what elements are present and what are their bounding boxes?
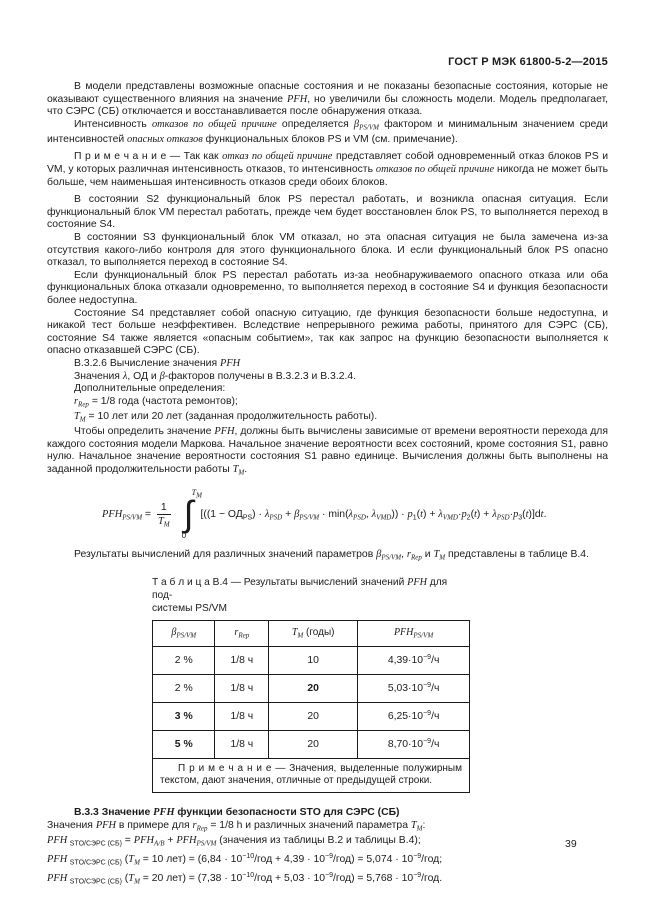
table-cell: $4,39\cdot 10^{-9}/ч$ [358,646,470,674]
table-cell: 1/8 ч [215,702,269,730]
formula-fraction [154,502,174,529]
table-b4-section [152,576,470,793]
table-b4-caption: Т а б л и ц а В.4 — Результаты вычислений значений PFH для под- системы PS/VM [152,576,448,614]
note-common-cause: П р и м е ч а н и е — Так как отказ по общей причине представляет собой одновременный отказ блоков PS и VM, у которых различная интенсивность отказов, то интенсивность отказов по общей причине никогда не может быть больше, чем наименьшая интенсивность отказов среди обоих блоков. [47,151,608,188]
paragraph-ps-failure: Если функциональный блок PS перестал работать из-за необнаруживаемого опасного отказа или оба функциональных блока отказали одновременно, то выполняется переход в состояние S4 и функция безопасности более недоступна. [47,269,608,306]
heading-b326: В.3.2.6 Вычисление значения PFH [74,357,241,369]
table-cell: 2 % [153,674,215,702]
paragraph-state-s4: Состояние S4 представляет собой опасную ситуацию, где функция безопасности больше недоступна, и никакой тест больше неэффективен. Вследствие непрерывного режима работы, принятого для СЭРС (СБ), состояние S4 также является «опасным событием», так как запрос на функцию безопасности выполняется к опасно отказавшей СЭРС (СБ). [47,307,608,357]
table-cell: 2 % [153,646,215,674]
paragraph-results: Результаты вычислений для различных значений параметров $\beta_{PS/VM}$, $r_{Rep}$ и $T_M$ представлены в таблице В.4. [74,548,589,562]
table-cell: 1/8 ч [215,646,269,674]
table-header-row [153,620,470,646]
table-cell: 20 [269,702,358,730]
table-header-pfh: $PFH_{PS/VM}$ [358,620,470,646]
paragraph-markov-model: Чтобы определить значение PFH, должны быть вычислены зависимые от времени вероятности перехода для каждого состояния модели Маркова. Начальное значение вероятности всех состояний, кроме состояния S1, равно нулю. Начальное значение вероятности состояния S1 равно единице. Вычисления должны быть выполнены на заданной продолжительности работы $T_M$. [47,425,608,477]
table-b4 [152,620,470,793]
table-cell: $8,70\cdot 10^{-9}/ч$ [358,730,470,758]
table-row [153,702,470,730]
table-cell: 20 [269,674,358,702]
table-header-beta: $\beta_{PS/VM}$ [153,620,215,646]
table-row [153,730,470,758]
table-cell: 1/8 ч [215,674,269,702]
formula-rhs: [($(1 - ОД_{PS}) \cdot \lambda_{PSD} + \beta_{PS/VM} \cdot \min(\lambda_{PSD}$, $\lambda_{VMD})) \cdot p_1(t) + \lambda_{VMD}\cdot p_2(t) + \lambda_{PSD}\cdot p_3(t)]dt$. [200,508,547,522]
table-row [153,646,470,674]
integral [179,487,202,540]
paragraph-state-s2: В состоянии S2 функциональный блок PS перестал работать, и возникла опасная ситуация. Если функциональный блок VM перестал работать, прежде чем будет восстановлен блок PS, то выполняется переход в состояние S4. [47,194,608,231]
page-number: 39 [565,838,577,850]
pfh-equation-sum: PFH $_{STO/СЭРС (СБ)} = PFH_{A/B} + PFH_{PS/VM}$ (значения из таблицы В.2 и таблицы В.4); [47,834,421,848]
table-header-tm: $T_M$ (годы) [269,620,358,646]
definition-rrep: $r_{Rep} = 1/8$ года (частота ремонтов); [74,395,238,409]
formula-lhs: $PFH_{PS/VM}$ = [102,508,151,522]
table-note: П р и м е ч а н и е — Значения, выделенные полужирным текстом, дают значения, отличные от предыдущей строки. [153,758,470,792]
table-row [153,674,470,702]
table-cell: 10 [269,646,358,674]
pfh-equation-20-years: PFH $_{STO/СЭРС (СБ)}$ ($T_M = 20$ $лет) = (7,38 \cdot 10^{-10}$/год + $5,03 \cdot 10^{-9}/год) = 5,768 \cdot 10^{-9}/год$. [47,871,443,886]
table-cell: 3 % [153,702,215,730]
document-page [47,56,608,889]
integral-lower-limit: 0 [181,530,187,540]
table-cell: $5,03\cdot 10^{-9}/ч$ [358,674,470,702]
section-b33 [47,807,608,889]
table-cell: 20 [269,730,358,758]
table-cell: 5 % [153,730,215,758]
integral-sign-icon: ∫ [183,493,194,535]
table-cell: 1/8 ч [215,730,269,758]
formula-pfh-psvm [102,489,608,541]
fraction-denominator: $T_M$ [158,515,170,529]
table-header-rrep: $r_{Rep}$ [215,620,269,646]
paragraph-state-s3: В состоянии S3 функциональный блок VM отказал, но эта опасная ситуация не была замечена из-за отсутствия какого-либо контроля для этого функционального блока. И если функциональный блок PS опасно отказал, то выполняется переход в состояние S4. [47,232,608,269]
heading-b33: В.3.3 Значение PFH функции безопасности STO для СЭРС (СБ) [74,806,400,818]
pfh-equation-10-years: PFH $_{STO/СЭРС (СБ)}$ ($T_M = 10$ $лет) = (6,84 \cdot 10^{-10}$/год + $4,39 \cdot 10^{-9}/год) = 5,074 \cdot 10^{-9}/год$; [47,852,443,867]
paragraph-factor-values: Значения λ, ОД и β-факторов получены в В.3.2.3 и В.3.2.4. [74,370,357,382]
paragraph-b33-intro: Значения PFH в примере для $r_{Rep} = 1/8$ h и различных значений параметра $T_M$: [47,819,426,832]
paragraph-model-intro: В модели представлены возможные опасные состояния и не показаны безопасные состояния, которые не оказывают существенного влияния на значение PFH, но увеличили бы сложность модели. Модель предполагает, что СЭРС (СБ) отключается и восстанавливается после обнаружения отказа. [47,81,609,118]
paragraph-intensity: Интенсивность отказов по общей причине определяется $\beta_{PS/VM}$ фактором и минимальным значением среди интенсивностей опасных отказов функциональных блоков PS и VM (см. примечание). [47,118,608,145]
document-header-title: ГОСТ Р МЭК 61800-5-2—2015 [448,56,608,68]
table-note-row [153,758,470,792]
integral-upper-limit: TM [191,487,202,500]
fraction-numerator: 1 [157,502,171,515]
paragraph-additional-defs: Дополнительные определения: [74,383,226,395]
definition-tm: $T_M = 10$ лет или 20 лет (заданная продолжительность работы). [74,410,378,424]
table-cell: $6,25\cdot 10^{-9}/ч$ [358,702,470,730]
